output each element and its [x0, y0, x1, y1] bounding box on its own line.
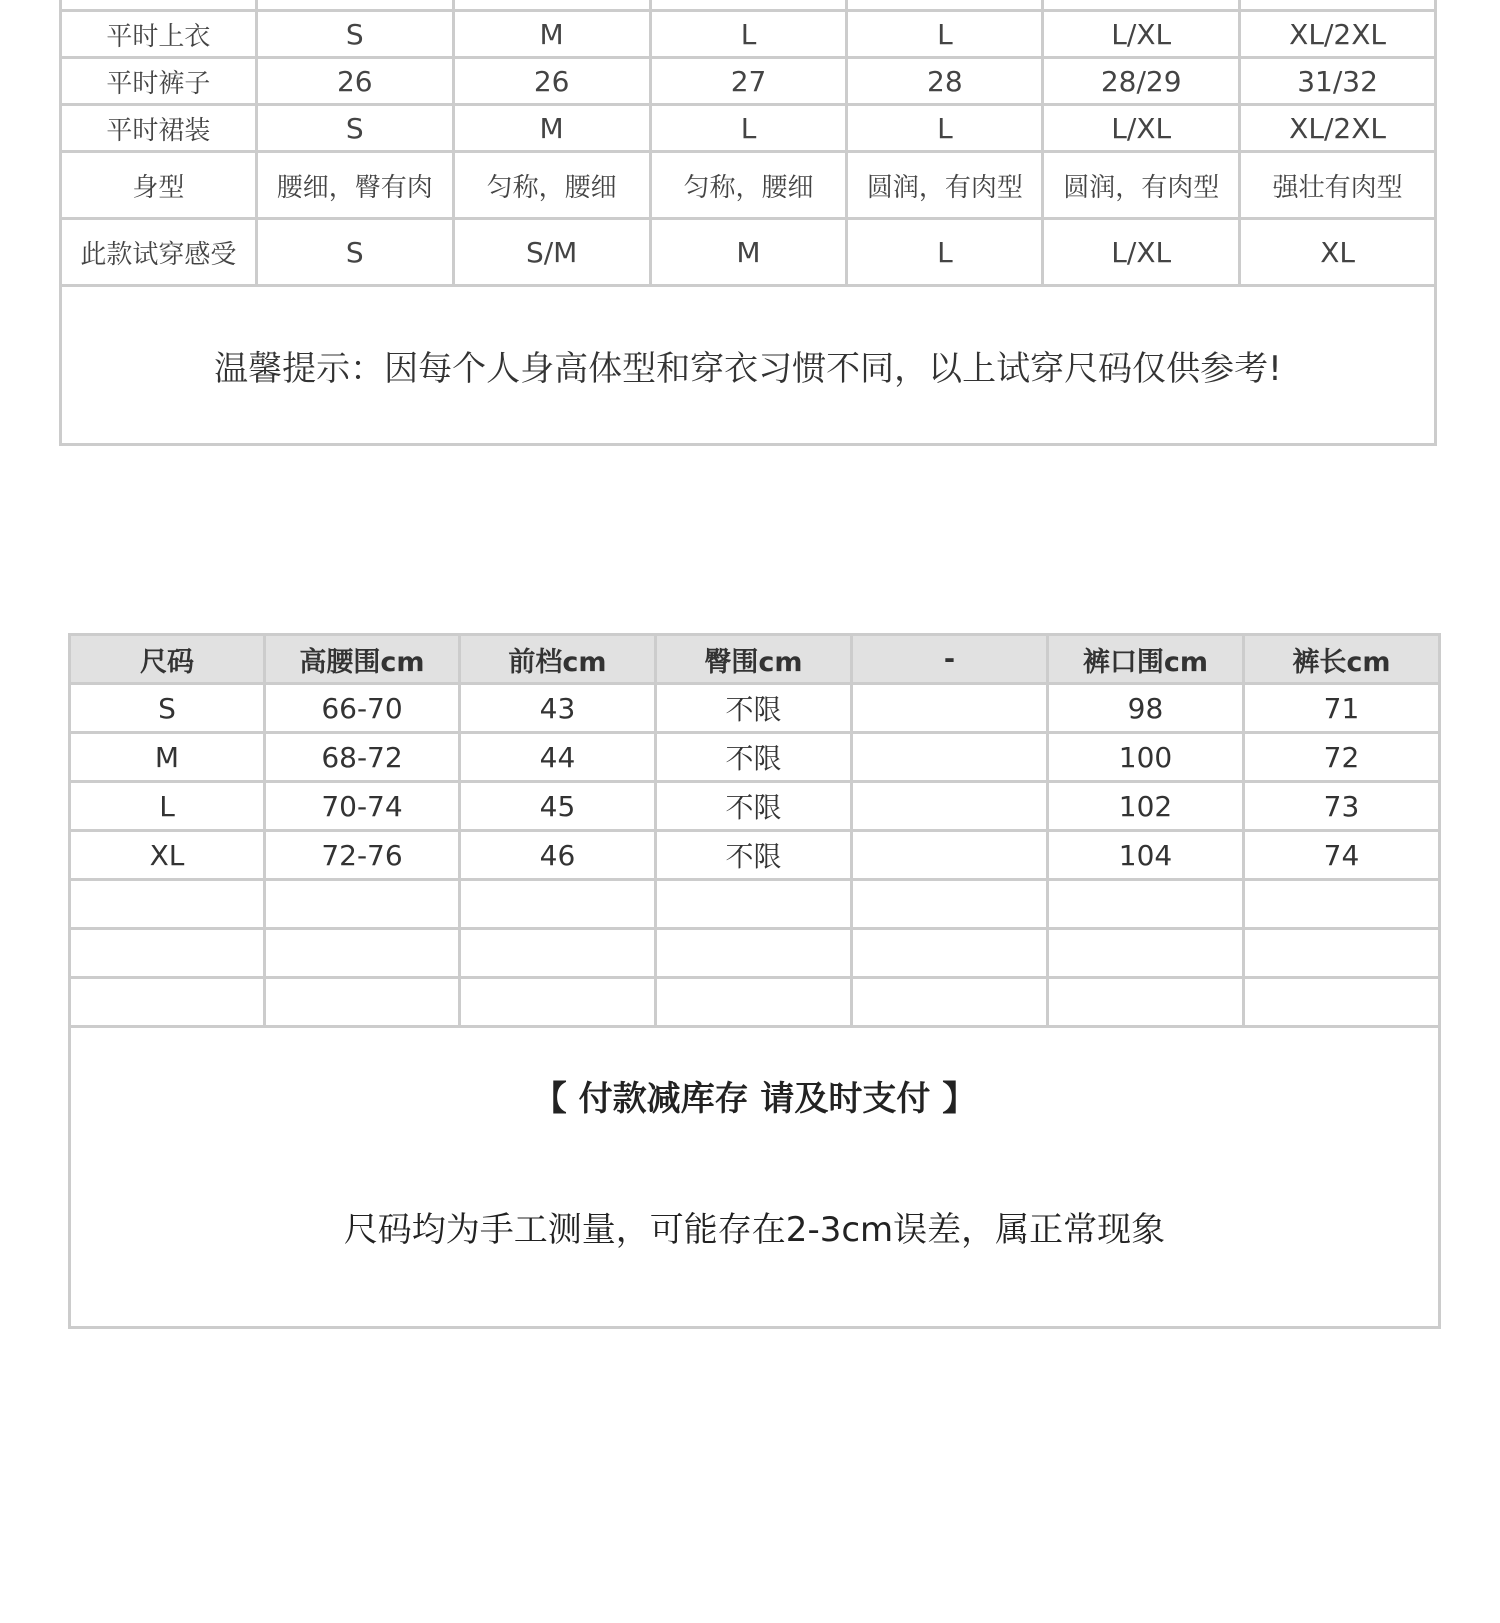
size-cell: 71 [1244, 684, 1440, 733]
fit-row-pants [61, 58, 1436, 105]
fit-cell [256, 0, 453, 11]
fit-cell: 27 [650, 58, 847, 105]
size-header-cell: 高腰围cm [265, 635, 460, 684]
fit-row-body-type [61, 152, 1436, 219]
fit-cell: L [847, 11, 1043, 58]
fit-cell: S [256, 11, 453, 58]
size-cell [265, 978, 460, 1027]
fit-row-label: 此款试穿感受 [61, 219, 257, 286]
fit-row-skirts [61, 105, 1436, 152]
size-cell [656, 929, 852, 978]
size-cell: L [70, 782, 265, 831]
fit-cell: 28 [847, 58, 1043, 105]
fit-cell: L/XL [1043, 219, 1240, 286]
table-row [70, 929, 1440, 978]
fit-row-label: 平时裤子 [61, 58, 257, 105]
fit-cell: L/XL [1043, 11, 1240, 58]
fit-cell [650, 0, 847, 11]
size-cell [852, 831, 1048, 880]
size-cell [265, 880, 460, 929]
size-cell [656, 880, 852, 929]
size-cell: 不限 [656, 782, 852, 831]
fit-cell: 腰细，臀有肉 [256, 152, 453, 219]
size-cell: 45 [460, 782, 656, 831]
size-header-cell: - [852, 635, 1048, 684]
fit-cell: XL/2XL [1240, 11, 1436, 58]
size-header-cell: 尺码 [70, 635, 265, 684]
fit-reference-table [59, 0, 1437, 446]
size-cell: 74 [1244, 831, 1440, 880]
size-cell [460, 929, 656, 978]
table-row [70, 978, 1440, 1027]
table-row [70, 782, 1440, 831]
fit-cell [847, 0, 1043, 11]
size-cell [70, 880, 265, 929]
size-cell [460, 978, 656, 1027]
fit-cell: M [453, 11, 650, 58]
measurement-notice: 尺码均为手工测量，可能存在2-3cm误差，属正常现象 [343, 1210, 1166, 1250]
size-notice-row [70, 1027, 1440, 1328]
payment-notice: 【 付款减库存 请及时支付 】 [532, 1079, 977, 1119]
size-header-cell: 裤口围cm [1048, 635, 1244, 684]
fit-cell: 匀称，腰细 [453, 152, 650, 219]
size-cell: 不限 [656, 831, 852, 880]
fit-cell: L [650, 105, 847, 152]
fit-cell: 强壮有肉型 [1240, 152, 1436, 219]
fit-cell [1240, 0, 1436, 11]
size-cell: XL [70, 831, 265, 880]
fit-row-label: 身型 [61, 152, 257, 219]
fit-cell: M [650, 219, 847, 286]
size-cell: 104 [1048, 831, 1244, 880]
fit-cell: 26 [453, 58, 650, 105]
fit-row-label: 平时上衣 [61, 11, 257, 58]
size-cell: 102 [1048, 782, 1244, 831]
fit-row-cut [61, 0, 1436, 11]
fit-cell: 圆润，有肉型 [847, 152, 1043, 219]
size-cell [265, 929, 460, 978]
fit-cell: 圆润，有肉型 [1043, 152, 1240, 219]
fit-cell [61, 0, 257, 11]
fit-cell: L [847, 105, 1043, 152]
size-cell: M [70, 733, 265, 782]
size-cell [460, 880, 656, 929]
size-cell: 98 [1048, 684, 1244, 733]
fit-cell: L [847, 219, 1043, 286]
size-cell [70, 978, 265, 1027]
fit-row-tops [61, 11, 1436, 58]
size-cell [656, 978, 852, 1027]
fit-cell: XL [1240, 219, 1436, 286]
size-cell: 100 [1048, 733, 1244, 782]
size-cell [1048, 880, 1244, 929]
size-cell: 72-76 [265, 831, 460, 880]
size-cell: 68-72 [265, 733, 460, 782]
fit-cell: 31/32 [1240, 58, 1436, 105]
size-cell [1244, 880, 1440, 929]
size-cell [70, 929, 265, 978]
size-cell: 70-74 [265, 782, 460, 831]
fit-cell: L/XL [1043, 105, 1240, 152]
size-cell: 44 [460, 733, 656, 782]
size-cell: 72 [1244, 733, 1440, 782]
fit-cell [1043, 0, 1240, 11]
size-header-cell: 臀围cm [656, 635, 852, 684]
size-cell: 不限 [656, 684, 852, 733]
fit-cell: 匀称，腰细 [650, 152, 847, 219]
size-cell [852, 929, 1048, 978]
fit-row-label: 平时裙装 [61, 105, 257, 152]
size-cell [852, 782, 1048, 831]
size-cell [1244, 978, 1440, 1027]
size-header-row [70, 635, 1440, 684]
size-notice [70, 1027, 1440, 1328]
table-row [70, 880, 1440, 929]
size-cell [852, 880, 1048, 929]
fit-cell: M [453, 105, 650, 152]
size-cell: 46 [460, 831, 656, 880]
size-cell [1244, 929, 1440, 978]
fit-cell: 28/29 [1043, 58, 1240, 105]
fit-cell: S/M [453, 219, 650, 286]
fit-cell: 26 [256, 58, 453, 105]
fit-cell: XL/2XL [1240, 105, 1436, 152]
fit-row-feel [61, 219, 1436, 286]
fit-cell [453, 0, 650, 11]
fit-cell: S [256, 219, 453, 286]
size-chart-table [68, 633, 1441, 1329]
fit-cell: S [256, 105, 453, 152]
size-cell [1048, 978, 1244, 1027]
size-cell [852, 684, 1048, 733]
size-cell: 43 [460, 684, 656, 733]
fit-note-row [61, 286, 1436, 445]
size-header-cell: 裤长cm [1244, 635, 1440, 684]
size-cell: S [70, 684, 265, 733]
table-row [70, 684, 1440, 733]
fit-note: 温馨提示：因每个人身高体型和穿衣习惯不同，以上试穿尺码仅供参考! [61, 286, 1436, 445]
table-row [70, 831, 1440, 880]
size-cell: 不限 [656, 733, 852, 782]
size-cell [852, 978, 1048, 1027]
size-cell: 66-70 [265, 684, 460, 733]
table-row [70, 733, 1440, 782]
size-cell [852, 733, 1048, 782]
size-header-cell: 前档cm [460, 635, 656, 684]
size-cell: 73 [1244, 782, 1440, 831]
fit-cell: L [650, 11, 847, 58]
size-cell [1048, 929, 1244, 978]
